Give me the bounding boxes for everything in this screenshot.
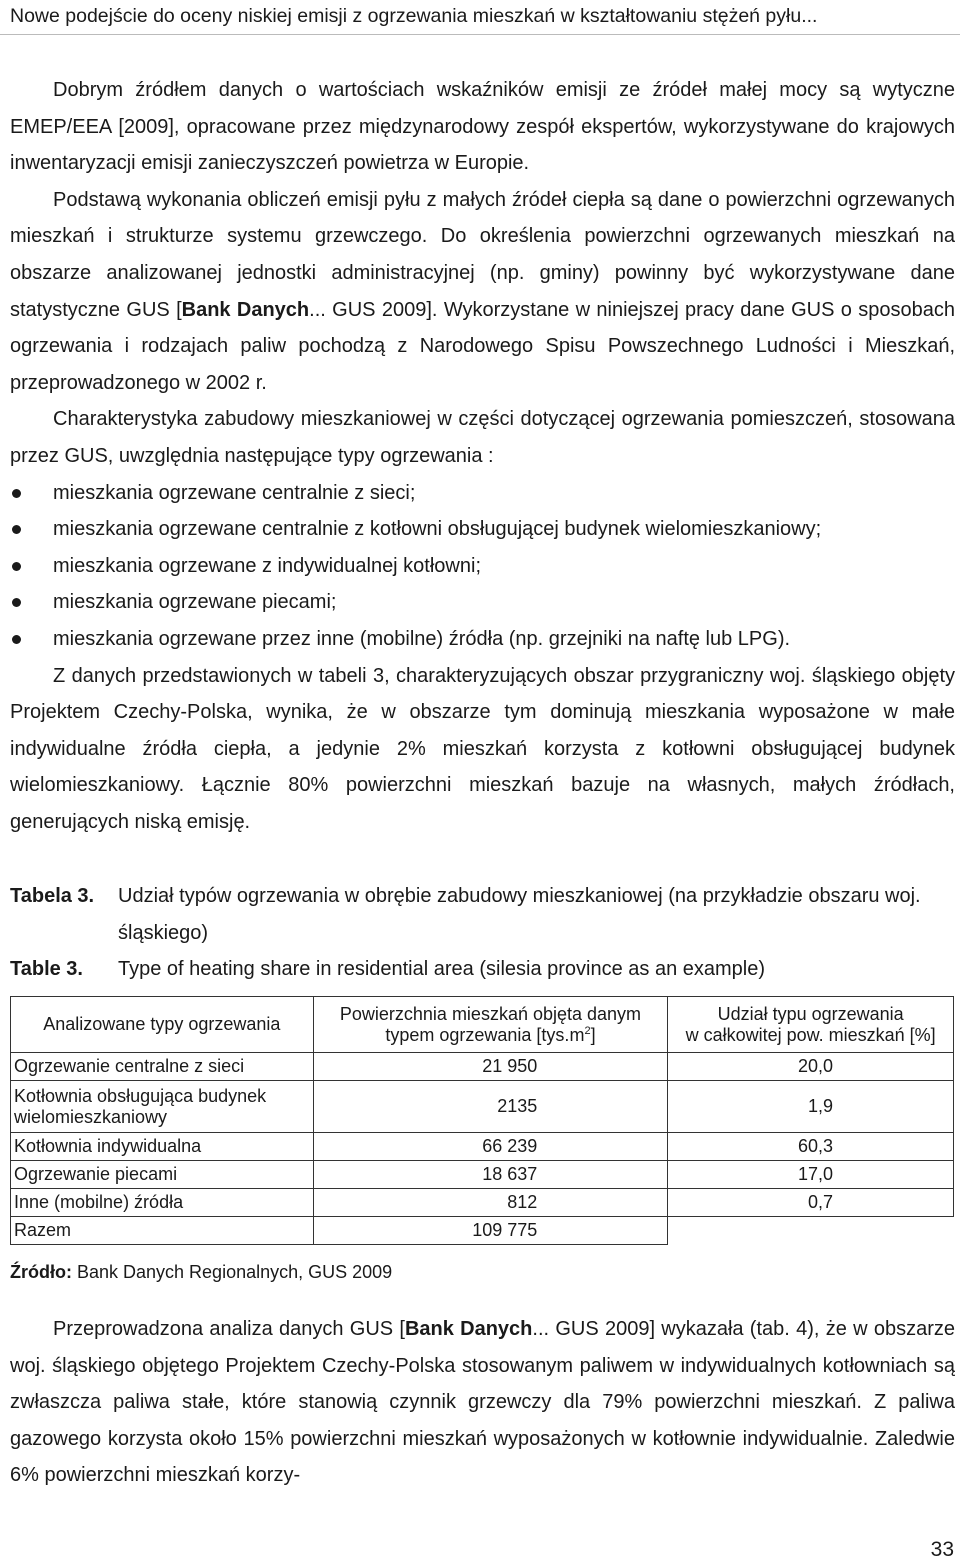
- paragraph-5: [10, 1311, 955, 1494]
- cell-share: 60,3: [668, 1133, 954, 1161]
- list-item: [10, 475, 955, 512]
- paragraph-5-bold: Bank Danych: [404, 1318, 533, 1340]
- table-row-total: [11, 1217, 954, 1245]
- bullet-icon: [12, 598, 21, 607]
- page-number: 33: [930, 1538, 954, 1561]
- cell-type: Ogrzewanie piecami: [11, 1161, 314, 1189]
- cell-share: 1,9: [668, 1081, 954, 1133]
- column-header-area: [313, 997, 668, 1053]
- cell-type: Ogrzewanie centralne z sieci: [11, 1053, 314, 1081]
- paragraph-5-part-a: Przeprowadzona analiza danych GUS [: [53, 1318, 405, 1340]
- cell-share: 17,0: [668, 1161, 954, 1189]
- column-header-share-line1: Udział typu ogrzewania: [717, 1003, 904, 1024]
- paragraph-4: Z danych przedstawionych w tabeli 3, charakteryzujących obszar przygraniczny woj. śląskiego objęty Projektem Czechy-Polska, wynika, że w obszarze tym dominują mieszkania wyposażone w małe indywidualne źródła ciepła, a jedynie 2% mieszkań korzysta z kotłowni obsługującej budynek wielomieszkaniowy. Łącznie 80% powierzchni mieszkań bazuje na własnych, małych źródłach, generujących niską emisję.: [10, 664, 955, 833]
- table-source: [10, 1260, 392, 1284]
- list-item: [10, 511, 955, 548]
- table-caption-pl: [10, 878, 955, 951]
- column-header-share: [668, 997, 954, 1053]
- bullet-icon: [12, 562, 21, 571]
- cell-area: 109 775: [313, 1217, 668, 1245]
- table-caption-en-label: Table 3.: [10, 958, 83, 980]
- cell-share: 20,0: [668, 1053, 954, 1081]
- paragraph-1: Dobrym źródłem danych o wartościach wskaźników emisji ze źródeł małej mocy są wytyczne EMEP/EEA [2009], opracowane przez międzynarodowy zespół ekspertów, wykorzystywane do krajowych inwentaryzacji emisji zanieczyszczeń powietrza w Europie.: [10, 79, 955, 175]
- table-row: [11, 1161, 954, 1189]
- body-block-upper: [10, 72, 955, 840]
- cell-type: Inne (mobilne) źródła: [11, 1189, 314, 1217]
- list-item-text: mieszkania ogrzewane z indywidualnej kotłowni;: [53, 554, 481, 577]
- bullet-icon: [12, 489, 21, 498]
- cell-area: 21 950: [313, 1053, 668, 1081]
- bullet-icon: [12, 525, 21, 534]
- column-header-area-close: ]: [590, 1024, 596, 1045]
- heating-share-table: [10, 996, 954, 1245]
- list-item: [10, 621, 955, 658]
- table-caption-en: [10, 951, 955, 988]
- cell-area: 812: [313, 1189, 668, 1217]
- paragraph-2: [10, 182, 955, 402]
- column-header-type: Analizowane typy ogrzewania: [11, 997, 314, 1053]
- table-header-row: [11, 997, 954, 1053]
- column-header-area-text: Powierzchnia mieszkań objęta danym typem ogrzewania [tys.m: [339, 1003, 642, 1045]
- column-header-area-sup: 2: [584, 1024, 591, 1037]
- table-row: [11, 1081, 954, 1133]
- table-row: [11, 1133, 954, 1161]
- paragraph-2-bold: Bank Danych: [181, 298, 310, 321]
- table-row: [11, 1189, 954, 1217]
- cell-area: 66 239: [313, 1133, 668, 1161]
- table-caption-pl-text: Udział typów ogrzewania w obrębie zabudowy mieszkaniowej (na przykładzie obszaru woj. śląskiego): [118, 885, 921, 944]
- running-header: Nowe podejście do oceny niskiej emisji z ogrzewania mieszkań w kształtowaniu stężeń pyłu...: [10, 5, 818, 27]
- header-divider: [0, 34, 960, 35]
- paragraph-2-part-b: ... GUS 2009]. Wykorzystane w niniejszej pracy dane GUS o sposobach ogrzewania i rodzajach paliw pochodzą z Narodowego Spisu Powszechnego Ludności i Mieszkań, przeprowadzonego w 2002 r.: [10, 298, 955, 394]
- cell-share-empty: [668, 1217, 954, 1245]
- cell-type: Razem: [11, 1217, 314, 1245]
- table-source-text: Bank Danych Regionalnych, GUS 2009: [71, 1262, 393, 1282]
- list-item-text: mieszkania ogrzewane przez inne (mobilne) źródła (np. grzejniki na naftę lub LPG).: [53, 627, 791, 650]
- body-block-lower: [10, 1311, 955, 1494]
- cell-type: Kotłownia indywidualna: [11, 1133, 314, 1161]
- paragraph-3: Charakterystyka zabudowy mieszkaniowej w części dotyczącej ogrzewania pomieszczeń, stosowana przez GUS, uwzględnia następujące typy ogrzewania :: [10, 408, 955, 467]
- bullet-icon: [12, 635, 21, 644]
- paragraph-2-part-a: Podstawą wykonania obliczeń emisji pyłu z małych źródeł ciepła są dane o powierzchni ogrzewanych mieszkań i strukturze systemu grzewczego. Do określenia powierzchni ogrzewanych mieszkań na obszarze analizowanej jednostki administracyjnej (np. gminy) powinny być wykorzystywane dane statystyczne GUS [: [10, 188, 955, 321]
- cell-area: 2135: [313, 1081, 668, 1133]
- list-item: [10, 584, 955, 621]
- cell-type: Kotłownia obsługująca budynek wielomieszkaniowy: [11, 1081, 314, 1133]
- list-item-text: mieszkania ogrzewane centralnie z kotłowni obsługującej budynek wielomieszkaniowy;: [53, 518, 822, 541]
- table-caption-en-text: Type of heating share in residential area (silesia province as an example): [118, 958, 766, 980]
- list-item: [10, 548, 955, 585]
- cell-area: 18 637: [313, 1161, 668, 1189]
- list-item-text: mieszkania ogrzewane piecami;: [53, 591, 337, 614]
- table-source-label: Źródło:: [10, 1262, 72, 1282]
- column-header-share-line2: w całkowitej pow. mieszkań [%]: [685, 1024, 936, 1045]
- cell-share: 0,7: [668, 1189, 954, 1217]
- heating-types-list: [10, 475, 955, 658]
- table-caption-pl-label: Tabela 3.: [10, 885, 95, 907]
- list-item-text: mieszkania ogrzewane centralnie z sieci;: [53, 481, 416, 504]
- table-row: [11, 1053, 954, 1081]
- paragraph-5-part-b: ... GUS 2009] wykazała (tab. 4), że w obszarze woj. śląskiego objętego Projektem Czechy-Polska stosowanym paliwem w indywidualnych kotłowniach są zwłaszcza paliwa stałe, które stanowią czynnik grzewczy dla 79% powierzchni mieszkań. Z paliwa gazowego korzysta około 15% powierzchni mieszkań wyposażonych w kotłownie indywidualnie. Zaledwie 6% powierzchni mieszkań korzy-: [10, 1318, 955, 1487]
